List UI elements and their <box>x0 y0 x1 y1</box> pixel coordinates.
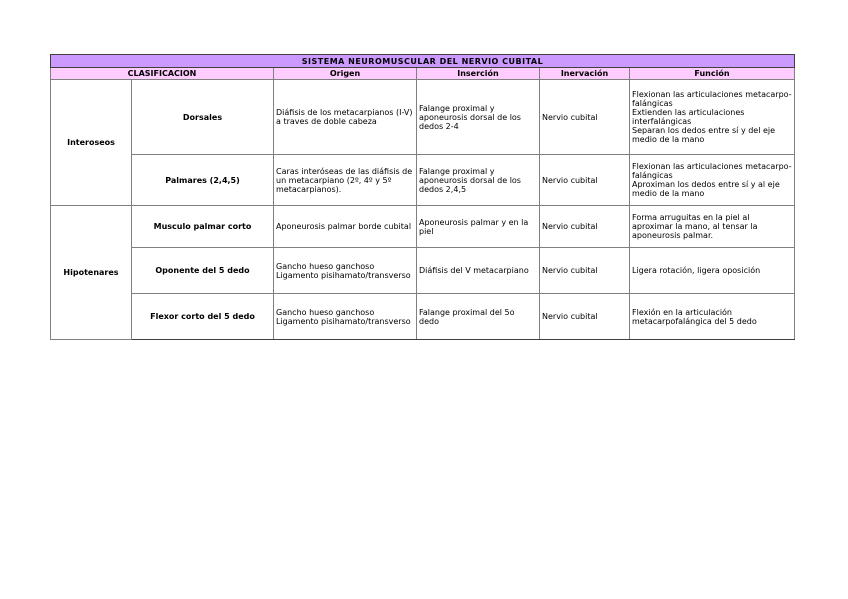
cell-inervacion: Nervio cubital <box>540 155 630 206</box>
group-label-hipotenares: Hipotenares <box>51 206 132 340</box>
cell-origen: Gancho hueso ganchoso Ligamento pisihamato/transverso <box>274 248 417 294</box>
cell-insercion: Falange proximal y aponeurosis dorsal de los dedos 2-4 <box>417 80 540 155</box>
cell-insercion: Falange proximal y aponeurosis dorsal de los dedos 2,4,5 <box>417 155 540 206</box>
cell-funcion: Flexionan las articulaciones metacarpo-falángicas Extienden las articulaciones interfalángicas Separan los dedos entre sí y del eje medio de la mano <box>630 80 795 155</box>
table-row <box>51 155 795 206</box>
cell-origen: Diáfisis de los metacarpianos (I-V) a traves de doble cabeza <box>274 80 417 155</box>
group-label-interoseos: Interoseos <box>51 80 132 206</box>
table-row <box>51 80 795 155</box>
row-label: Flexor corto del 5 dedo <box>132 294 274 340</box>
header-inervacion: Inervación <box>540 68 630 80</box>
table-row <box>51 294 795 340</box>
muscle-table <box>50 54 795 340</box>
table-title: SISTEMA NEUROMUSCULAR DEL NERVIO CUBITAL <box>51 55 795 68</box>
cell-funcion: Flexionan las articulaciones metacarpo-falángicas Aproximan los dedos entre sí y al eje medio de la mano <box>630 155 795 206</box>
header-funcion: Función <box>630 68 795 80</box>
cell-origen: Gancho hueso ganchoso Ligamento pisihamato/transverso <box>274 294 417 340</box>
cell-origen: Aponeurosis palmar borde cubital <box>274 206 417 248</box>
cell-inervacion: Nervio cubital <box>540 206 630 248</box>
row-label: Palmares (2,4,5) <box>132 155 274 206</box>
cell-inervacion: Nervio cubital <box>540 294 630 340</box>
cell-funcion: Ligera rotación, ligera oposición <box>630 248 795 294</box>
row-label: Musculo palmar corto <box>132 206 274 248</box>
table-row <box>51 206 795 248</box>
row-label: Oponente del 5 dedo <box>132 248 274 294</box>
cell-origen: Caras interóseas de las diáfisis de un metacarpiano (2º, 4º y 5º metacarpianos). <box>274 155 417 206</box>
cell-insercion: Aponeurosis palmar y en la piel <box>417 206 540 248</box>
table-row <box>51 248 795 294</box>
header-clasificacion: CLASIFICACION <box>51 68 274 80</box>
header-origen: Origen <box>274 68 417 80</box>
cell-insercion: Falange proximal del 5o dedo <box>417 294 540 340</box>
header-insercion: Inserción <box>417 68 540 80</box>
cell-inervacion: Nervio cubital <box>540 248 630 294</box>
cell-funcion: Forma arruguitas en la piel al aproximar la mano, al tensar la aponeurosis palmar. <box>630 206 795 248</box>
cell-funcion: Flexión en la articulación metacarpofalángica del 5 dedo <box>630 294 795 340</box>
row-label: Dorsales <box>132 80 274 155</box>
cell-inervacion: Nervio cubital <box>540 80 630 155</box>
cell-insercion: Diáfisis del V metacarpiano <box>417 248 540 294</box>
